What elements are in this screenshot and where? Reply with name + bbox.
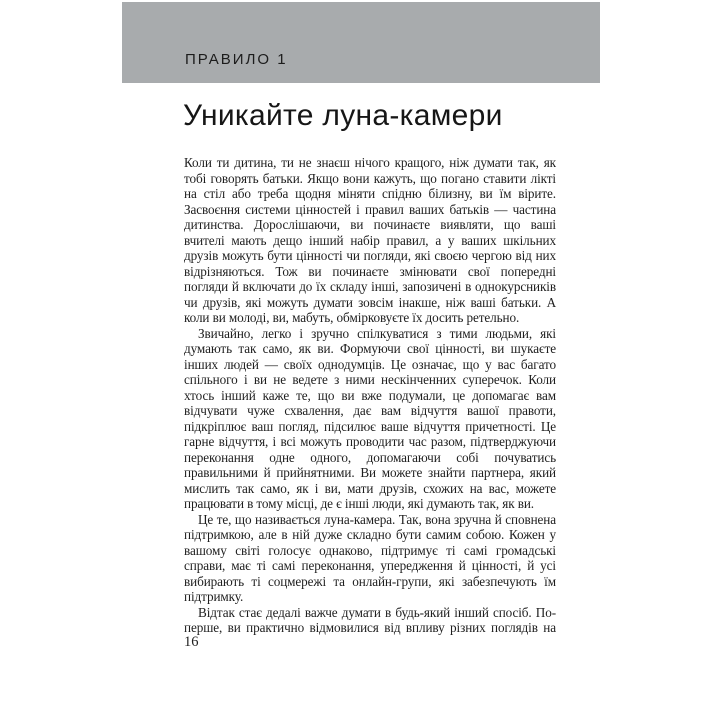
body-text bbox=[184, 155, 556, 636]
paragraph: Це те, що називається луна-камера. Так, вона зручна й сповнена підтримкою, але в ній дуже складно бути самим собою. Кожен у вашому світі голосує однаково, підтримує ті самі громадські справи, має ті самі переконання, упередження й цінності, й усі вибирають ті соцмережі та онлайн-групи, які забезпечують їм підтримку. bbox=[184, 511, 556, 604]
page-number: 16 bbox=[184, 634, 199, 650]
paragraph: Звичайно, легко і зручно спілкуватися з тими людьми, які думають так само, як ви. Формуючи свої цінності, ви шукаєте інших людей — своїх однодумців. Це означає, що у вас багато спільного і ви не ведете з ними нескінченних суперечок. Коли хтось інший каже те, що ви вже подумали, це допомагає вам відчувати чуже схвалення, дає вам відчуття вашої правоти, підкріплює ваш погляд, підсилює ваше відчуття причетності. Це гарне відчуття, і всі можуть проводити час разом, підтверджуючи переконання одне одного, допомагаючи собі почуватись правильними й прийнятними. Ви можете знайти партнера, який мислить так само, як і ви, мати друзів, схожих на вас, можете працювати в тому місці, де є інші люди, які думають так, як ви. bbox=[184, 325, 556, 511]
paragraph: Відтак стає дедалі важче думати в будь-який інший спосіб. По-перше, ви практично відмовилися від впливу різних поглядів на bbox=[184, 604, 556, 635]
chapter-title: Уникайте луна-камери bbox=[183, 99, 503, 132]
paragraph: Коли ти дитина, ти не знаєш нічого кращого, ніж думати так, як тобі говорять батьки. Якщо вони кажуть, що погано ставити лікті на стіл або треба щодня міняти спідню білизну, ви їм вірите. Засвоєння системи цінностей і правил ваших батьків — частина дитинства. Дорослішаючи, ви починаєте виявляти, що ваші вчителі мають дещо інший набір правил, а у ваших шкільних друзів можуть бути цінності чи погляди, які своєю чергою від них відрізняються. Тож ви починаєте змінювати свої попередні погляди й включати до їх складу інші, запозичені в однокурсників чи друзів, які можуть думати зовсім інакше, ніж ваші батьки. А коли ви молоді, ви, мабуть, обмірковуєте їх досить ретельно. bbox=[184, 155, 556, 325]
chapter-label: ПРАВИЛО 1 bbox=[185, 51, 288, 68]
chapter-band bbox=[122, 2, 600, 83]
